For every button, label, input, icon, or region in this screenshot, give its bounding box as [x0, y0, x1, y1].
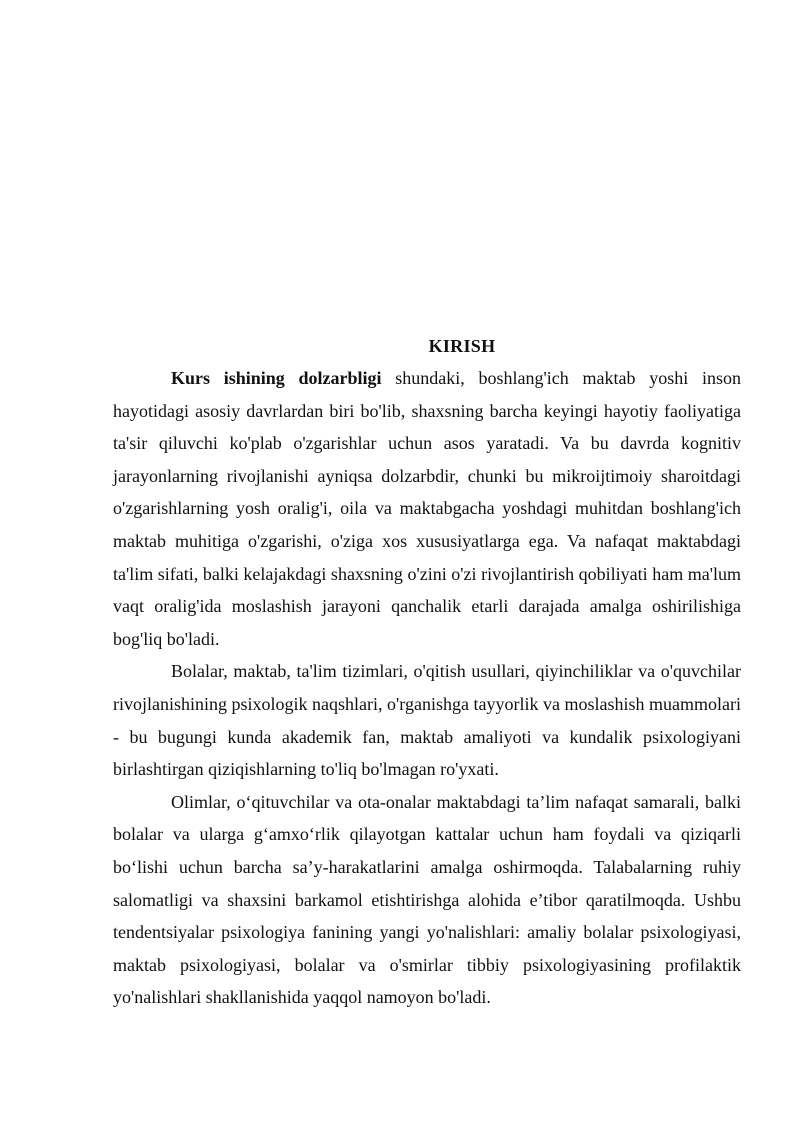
section-heading: KIRISH [428, 336, 496, 356]
paragraph-lead-bold: Kurs ishining dolzarbligi [171, 368, 382, 388]
paragraph-trends [113, 786, 741, 1014]
paragraph-text: Bolalar, maktab, ta'lim tizimlari, o'qitish usullari, qiyinchiliklar va o'quvchilar rivojlanishining psixologik naqshlari, o'rganishga tayyorlik va moslashish muammolari - bu bugungi kunda akademik fan, maktab amaliyoti va kundalik psixologiyani birlashtirgan qiziqishlarning to'liq bo'lmagan ro'yxati. [113, 661, 741, 780]
paragraph-text: Olimlar, o‘qituvchilar va ota-onalar maktabdagi ta’lim nafaqat samarali, balki bolalar va ularga g‘amxo‘rlik qilayotgan kattalar uchun ham foydali va qiziqarli bo‘lishi uchun barcha sa’y-harakatlarini amalga oshirmoqda. Talabalarning ruhiy salomatligi va shaxsini barkamol etishtirishga alohida e’tibor qaratilmoqda. Ushbu tendentsiyalar psixologiya fanining yangi yo'nalishlari: amaliy bolalar psixologiyasi, maktab psixologiyasi, bolalar va o'smirlar tibbiy psixologiyasining profilaktik yo'nalishlari shakllanishida yaqqol namoyon bo'ladi. [113, 791, 741, 1008]
paragraph-problems [113, 655, 741, 785]
paragraph-text: shundaki, boshlang'ich maktab yoshi inson hayotidagi asosiy davrlardan biri bo'lib, shaxsning barcha keyingi hayotiy faoliyatiga ta'sir qiluvchi ko'plab o'zgarishlar uchun asos yaratadi. Va bu davrda kognitiv jarayonlarning rivojlanishi ayniqsa dolzarbdir, chunki bu mikroijtimoiy sharoitdagi o'zgarishlarning yosh oralig'i, oila va maktabgacha yoshdagi muhitdan boshlang'ich maktab muhitiga o'zgarishi, o'ziga xos xususiyatlarga ega. Va nafaqat maktabdagi ta'lim sifati, balki kelajakdagi shaxsning o'zini o'zi rivojlantirish qobiliyati ham ma'lum vaqt oralig'ida moslashish jarayoni qanchalik etarli darajada amalga oshirilishiga bog'liq bo'ladi. [113, 368, 741, 649]
document-body [113, 330, 741, 1014]
paragraph-relevance [113, 362, 741, 655]
